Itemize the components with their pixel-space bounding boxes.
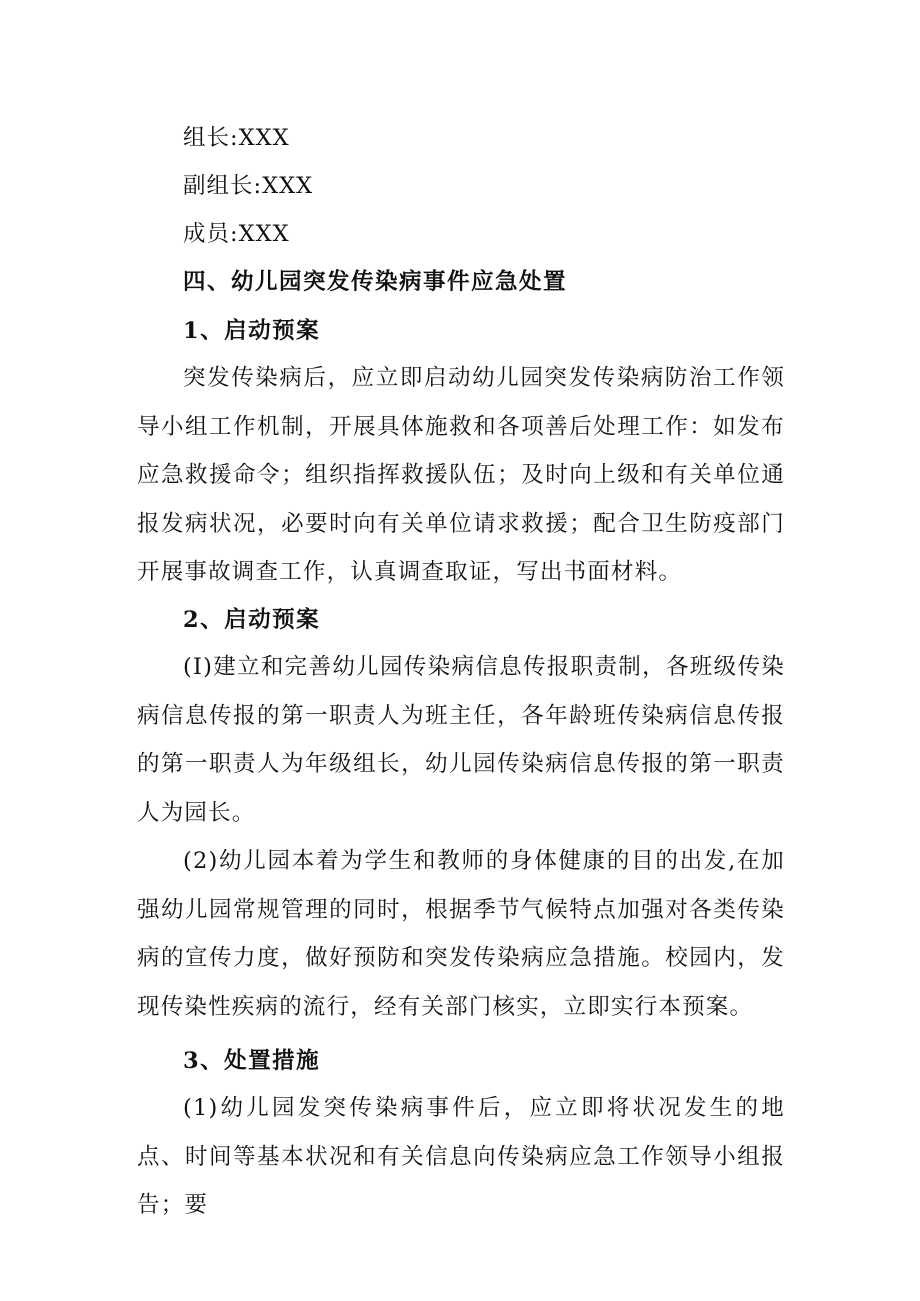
group-leader-line: 组长:XXX [183,125,290,151]
subsection-heading-3: 3、处置措施 [183,1048,321,1074]
subsection-heading-2: 2、启动预案 [183,607,321,633]
paragraph-activate-plan: 突发传染病后，应立即启动幼儿园突发传染病防治工作领导小组工作机制，开展具体施救和各项善后处理工作：如发布应急救援命令；组织指挥救援队伍；及时向上级和有关单位通报发病状况，必要时向有关单位请求救援；配合卫生防疫部门开展事故调查工作，认真调查取证，写出书面材料。 [137,365,785,585]
members-line: 成员:XXX [183,221,290,247]
subsection-heading-1: 1、启动预案 [183,318,321,344]
deputy-leader-line: 副组长:XXX [183,173,314,199]
section-heading: 四、幼儿园突发传染病事件应急处置 [183,269,568,295]
paragraph-reporting-responsibility: (I)建立和完善幼儿园传染病信息传报职责制，各班级传染病信息传报的第一职责人为班主任，各年龄班传染病信息传报的第一职责人为年级组长，幼儿园传染病信息传报的第一职责人为园长。 [137,654,785,826]
paragraph-handling-measures: (1)幼儿园发突传染病事件后，应立即将状况发生的地点、时间等基本状况和有关信息向传染病应急工作领导小组报告；要 [137,1095,785,1218]
paragraph-prevention-measures: (2)幼儿园本着为学生和教师的身体健康的目的出发,在加强幼儿园常规管理的同时，根据季节气候特点加强对各类传染病的宣传力度，做好预防和突发传染病应急措施。校园内，发现传染性疾病的流行，经有关部门核实，立即实行本预案。 [137,848,785,1020]
